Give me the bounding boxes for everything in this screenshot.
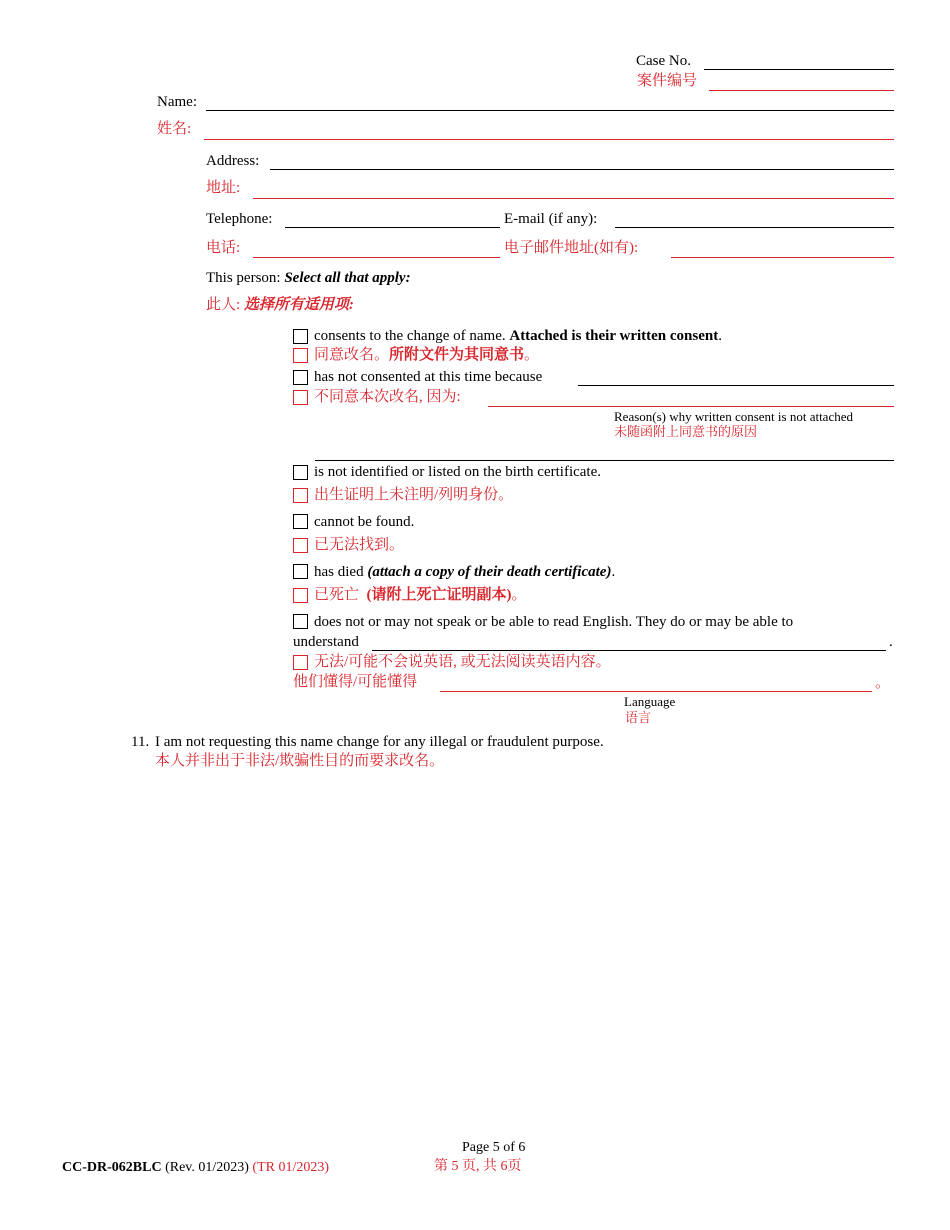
case-no-field-zh[interactable] bbox=[709, 90, 894, 91]
consents-text-zh: 同意改名。所附文件为其同意书。 bbox=[314, 347, 540, 363]
not-identified-checkbox[interactable] bbox=[293, 465, 308, 480]
reason-caption-zh: 未随函附上同意书的原因 bbox=[614, 424, 758, 439]
reason-caption: Reason(s) why written consent is not attached bbox=[614, 409, 853, 424]
language-text-line1-zh: 无法/可能不会说英语, 或无法阅读英语内容。 bbox=[314, 654, 611, 670]
item-11-number: 11. bbox=[131, 734, 150, 750]
name-label: Name: bbox=[157, 94, 197, 110]
case-no-field[interactable] bbox=[704, 69, 894, 70]
email-field[interactable] bbox=[615, 227, 894, 228]
not-consented-reason-field[interactable] bbox=[578, 385, 894, 386]
has-died-text-zh: 已死亡 (请附上死亡证明副本)。 bbox=[314, 587, 527, 603]
reason-continuation-field[interactable] bbox=[315, 460, 894, 461]
case-no-label: Case No. bbox=[636, 53, 691, 69]
page-number: Page 5 of 6 bbox=[462, 1140, 526, 1155]
this-person-label-zh: 此人: 选择所有适用项: bbox=[206, 297, 354, 313]
language-text-line2: understand bbox=[293, 634, 359, 650]
page-number-zh: 第 5 页, 共 6页 bbox=[434, 1159, 522, 1174]
not-consented-text: has not consented at this time because bbox=[314, 369, 543, 385]
has-died-text: has died (attach a copy of their death certificate). bbox=[314, 564, 616, 580]
address-field[interactable] bbox=[270, 169, 894, 170]
consents-checkbox-zh[interactable] bbox=[293, 348, 308, 363]
language-field[interactable] bbox=[372, 650, 886, 651]
language-field-zh[interactable] bbox=[440, 691, 872, 692]
language-period-zh: 。 bbox=[875, 675, 891, 691]
telephone-label: Telephone: bbox=[206, 211, 273, 227]
not-identified-checkbox-zh[interactable] bbox=[293, 488, 308, 503]
name-field[interactable] bbox=[206, 110, 894, 111]
not-consented-reason-field-zh[interactable] bbox=[488, 406, 894, 407]
name-field-zh[interactable] bbox=[204, 139, 894, 140]
item-11-text-zh: 本人并非出于非法/欺骗性目的而要求改名。 bbox=[155, 753, 445, 769]
language-text-line1: does not or may not speak or be able to read English. They do or may be able to bbox=[314, 614, 794, 630]
not-consented-checkbox[interactable] bbox=[293, 370, 308, 385]
not-consented-checkbox-zh[interactable] bbox=[293, 390, 308, 405]
language-caption-zh: 语言 bbox=[625, 710, 652, 725]
select-all-instruction-zh: 选择所有适用项: bbox=[243, 297, 354, 313]
cannot-be-found-text-zh: 已无法找到。 bbox=[314, 537, 405, 553]
not-consented-text-zh: 不同意本次改名, 因为: bbox=[314, 389, 461, 405]
language-period: . bbox=[889, 634, 893, 650]
language-checkbox[interactable] bbox=[293, 614, 308, 629]
cannot-be-found-checkbox-zh[interactable] bbox=[293, 538, 308, 553]
case-no-label-zh: 案件编号 bbox=[637, 73, 698, 89]
not-identified-text-zh: 出生证明上未注明/列明身份。 bbox=[314, 487, 514, 503]
item-11-text: I am not requesting this name change for any illegal or fraudulent purpose. bbox=[155, 734, 604, 750]
translation-revision: (TR 01/2023) bbox=[248, 1160, 330, 1175]
this-person-label: This person: Select all that apply: bbox=[206, 270, 411, 286]
select-all-instruction: Select all that apply: bbox=[284, 270, 411, 286]
consents-text: consents to the change of name. Attached is their written consent. bbox=[314, 328, 722, 344]
telephone-field-zh[interactable] bbox=[253, 257, 500, 258]
email-label-zh: 电子邮件地址(如有): bbox=[504, 240, 639, 256]
email-label: E-mail (if any): bbox=[504, 211, 598, 227]
cannot-be-found-text: cannot be found. bbox=[314, 514, 415, 530]
cannot-be-found-checkbox[interactable] bbox=[293, 514, 308, 529]
email-field-zh[interactable] bbox=[671, 257, 894, 258]
name-label-zh: 姓名: bbox=[157, 121, 192, 137]
has-died-checkbox[interactable] bbox=[293, 564, 308, 579]
consents-checkbox[interactable] bbox=[293, 329, 308, 344]
language-text-line2-zh: 他们懂得/可能懂得 bbox=[293, 674, 418, 690]
form-identifier: CC-DR-062BLC (Rev. 01/2023) (TR 01/2023) bbox=[62, 1160, 330, 1175]
telephone-field[interactable] bbox=[285, 227, 500, 228]
address-label: Address: bbox=[206, 153, 260, 169]
address-field-zh[interactable] bbox=[253, 198, 894, 199]
telephone-label-zh: 电话: bbox=[206, 240, 241, 256]
has-died-checkbox-zh[interactable] bbox=[293, 588, 308, 603]
not-identified-text: is not identified or listed on the birth certificate. bbox=[314, 464, 601, 480]
address-label-zh: 地址: bbox=[206, 180, 241, 196]
language-checkbox-zh[interactable] bbox=[293, 655, 308, 670]
language-caption: Language bbox=[624, 694, 676, 709]
